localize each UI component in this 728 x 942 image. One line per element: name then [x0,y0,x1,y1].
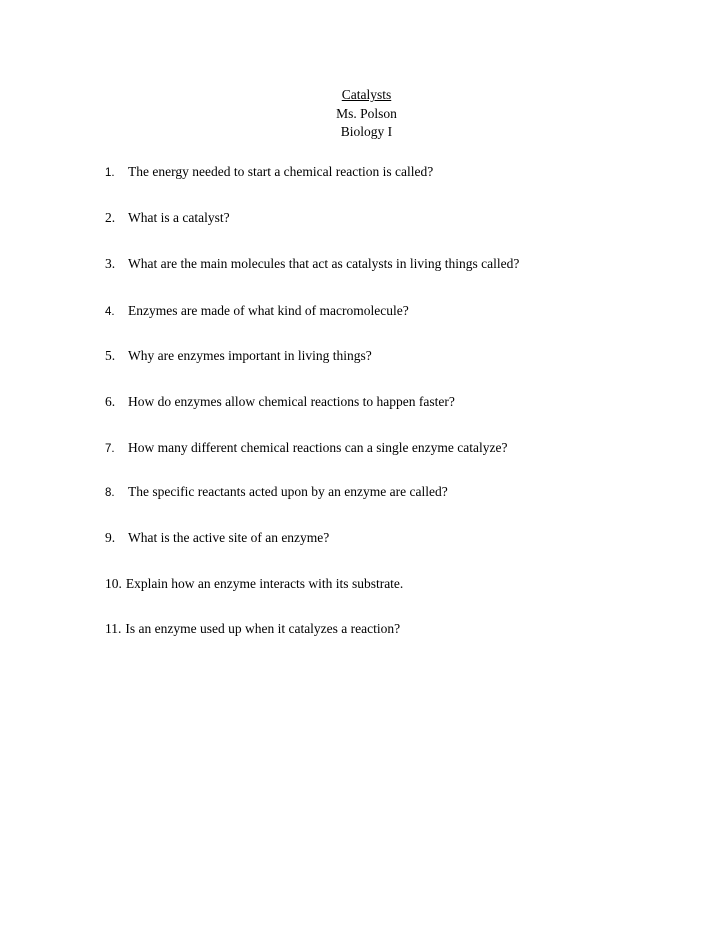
question-number: 10. [105,576,122,591]
question-2 [105,209,665,227]
question-text: What is the active site of an enzyme? [128,530,330,545]
question-number: 11. [105,621,122,636]
question-text: How do enzymes allow chemical reactions to happen faster? [128,394,455,409]
worksheet-title: Catalysts [341,87,392,102]
question-text: Why are enzymes important in living things? [128,348,372,363]
question-8 [105,483,665,502]
question-number: 4. [105,306,115,318]
question-number: 1. [105,167,115,179]
question-9 [105,529,665,547]
question-text: Explain how an enzyme interacts with its substrate. [125,576,404,591]
question-10 [105,575,665,593]
worksheet-header [0,86,728,142]
question-number: 2. [105,210,116,225]
question-5 [105,347,665,365]
question-text: The specific reactants acted upon by an enzyme are called? [128,484,448,499]
question-6 [105,393,665,411]
question-3 [105,255,665,273]
question-text: The energy needed to start a chemical reaction is called? [128,164,434,179]
question-number: 7. [105,443,115,455]
teacher-name: Ms. Polson [336,105,397,121]
question-text: What is a catalyst? [128,210,230,225]
course-name: Biology I [340,124,393,139]
question-number: 5. [105,348,116,363]
question-text: Is an enzyme used up when it catalyzes a reaction? [125,621,401,636]
question-7 [105,439,665,458]
question-number: 9. [105,530,116,545]
question-text: Enzymes are made of what kind of macromolecule? [128,303,409,318]
question-11 [105,620,665,638]
question-4 [105,302,665,321]
question-number: 6. [105,394,116,409]
question-number: 8. [105,487,115,499]
question-1 [105,163,665,182]
question-text: What are the main molecules that act as catalysts in living things called? [128,256,520,271]
question-text: How many different chemical reactions can a single enzyme catalyze? [128,440,508,455]
question-number: 3. [105,256,116,271]
